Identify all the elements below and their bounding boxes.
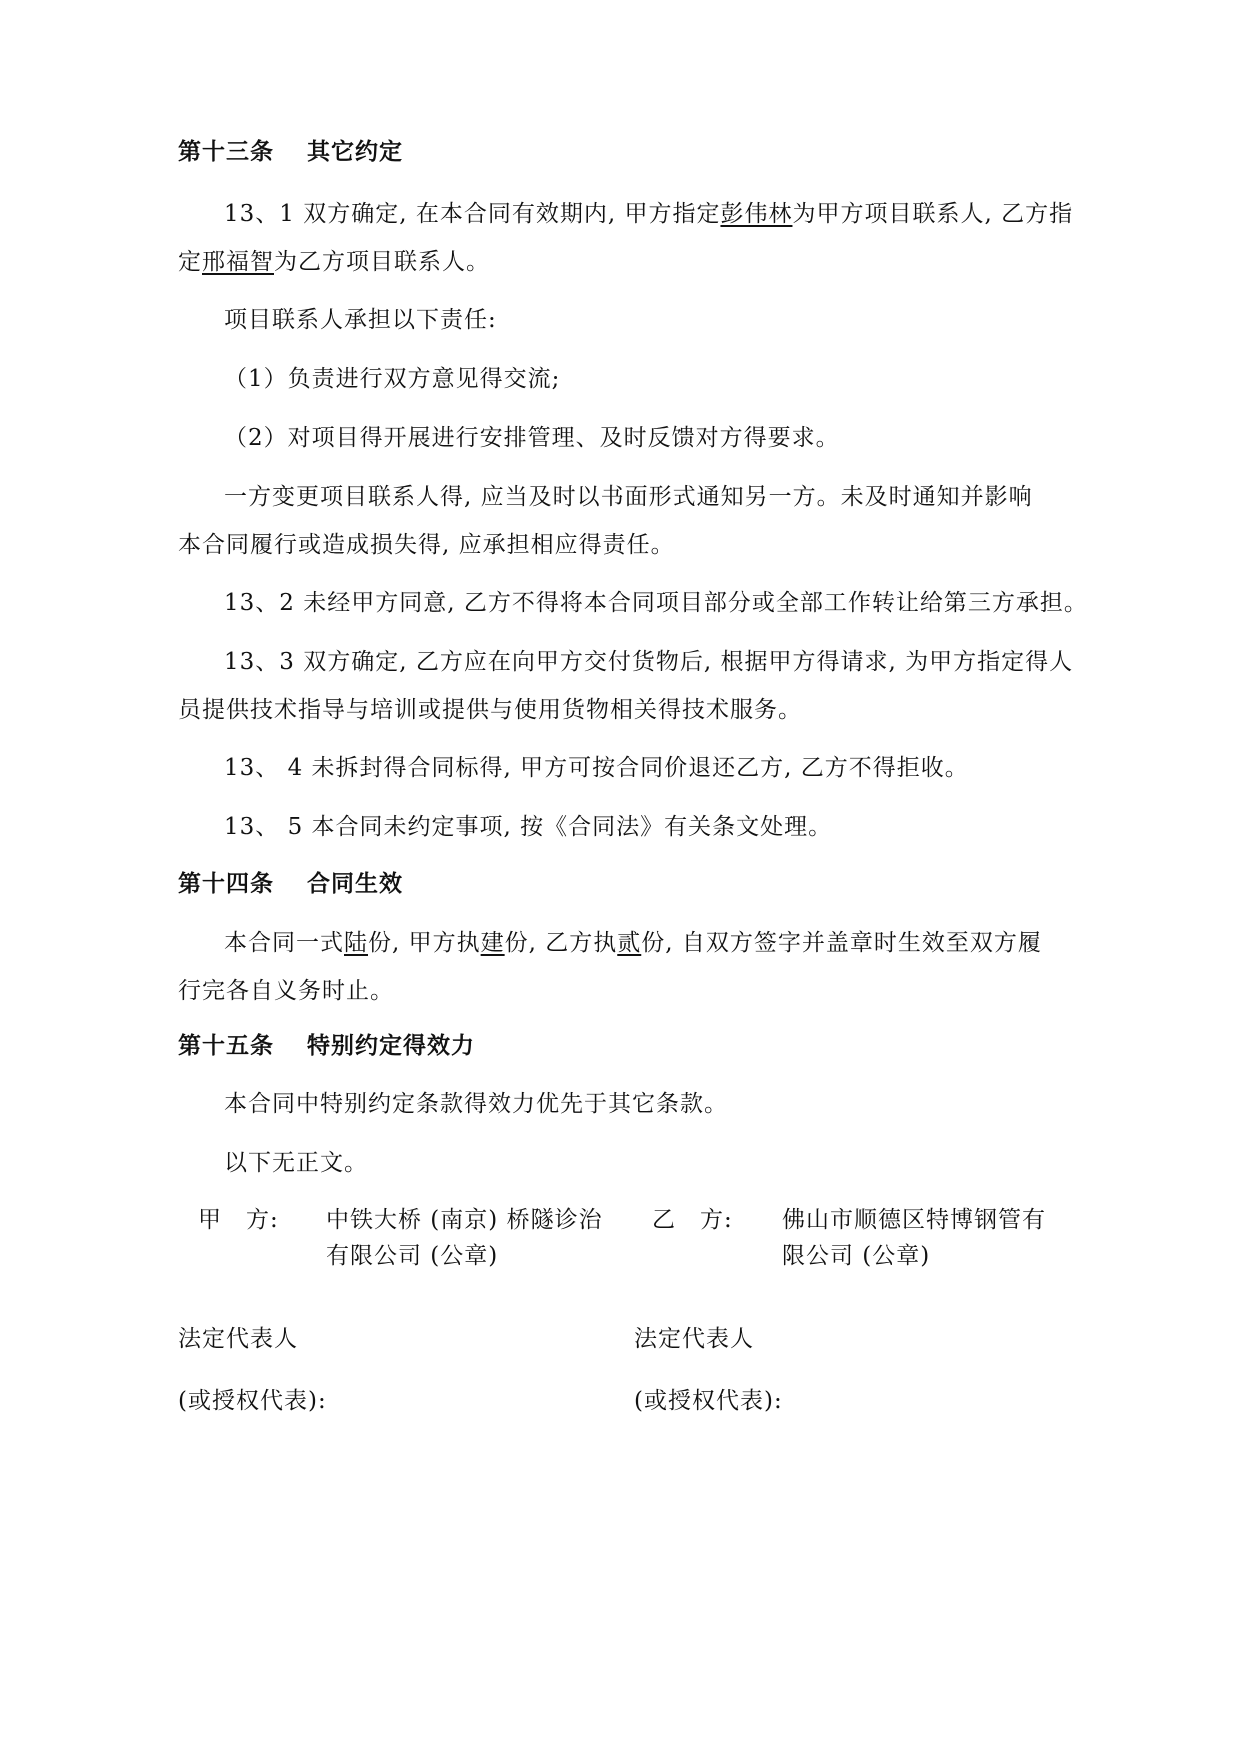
article-14-heading: 第十四条 合同生效 [178, 871, 404, 897]
party-b-name-line-1: 佛山市顺德区特博钢管有 [782, 1207, 1046, 1233]
contact-change-paragraph [178, 473, 1078, 569]
article-15-heading: 第十五条 特别约定得效力 [178, 1033, 476, 1059]
contact-change-line-1: 一方变更项目联系人得, 应当及时以书面形式通知另一方。未及时通知并影响 [224, 484, 1033, 510]
article-14-text-3: 份, 乙方执 [504, 930, 618, 956]
clause-13-3-line-2: 员提供技术指导与培训或提供与使用货物相关得技术服务。 [178, 697, 802, 723]
party-b-name-line-2: 限公司 (公章) [782, 1243, 931, 1269]
responsibility-2: （2）对项目得开展进行安排管理、及时反馈对方得要求。 [224, 425, 840, 451]
party-b-copies: 贰 [617, 930, 642, 956]
article-14-line-2: 行完各自义务时止。 [178, 978, 394, 1004]
party-b-contact-name: 邢福智 [202, 249, 274, 275]
clause-13-3-line-1: 13、3 双方确定, 乙方应在向甲方交付货物后, 根据甲方得请求, 为甲方指定得人 [224, 649, 1074, 675]
article-13-4: 13、 4 未拆封得合同标得, 甲方可按合同价退还乙方, 乙方不得拒收。 [224, 755, 969, 781]
party-b-label: 乙 方: [652, 1207, 733, 1233]
party-a-name-line-2: 有限公司 (公章) [326, 1243, 499, 1269]
article-14-body [178, 919, 1078, 1015]
contact-change-line-2: 本合同履行或造成损失得, 应承担相应得责任。 [178, 532, 675, 558]
article-14-text-2: 份, 甲方执 [368, 930, 481, 956]
party-a-label: 甲 方: [198, 1207, 279, 1233]
article-13-1 [178, 190, 1078, 286]
total-copies: 陆 [344, 930, 368, 956]
contact-responsibilities: 项目联系人承担以下责任: [224, 307, 497, 333]
clause-13-1-text-2: 为甲方项目联系人, 乙方指 [792, 201, 1074, 227]
article-14-text-4: 份, 自双方签字并盖章时生效至双方履 [641, 930, 1042, 956]
article-13-2: 13、2 未经甲方同意, 乙方不得将本合同项目部分或全部工作转让给第三方承担。 [224, 590, 1088, 616]
party-a-legal-rep: 法定代表人 [178, 1326, 298, 1352]
article-13-3 [178, 638, 1078, 734]
party-b-legal-rep: 法定代表人 [634, 1326, 754, 1352]
party-a-authorized-rep: (或授权代表): [178, 1388, 327, 1414]
party-a-copies: 建 [480, 930, 505, 956]
article-13-5: 13、 5 本合同未约定事项, 按《合同法》有关条文处理。 [224, 814, 833, 840]
party-a-contact-name: 彭伟林 [720, 201, 793, 227]
no-further-text: 以下无正文。 [224, 1150, 368, 1176]
clause-13-1-text: 13、1 双方确定, 在本合同有效期内, 甲方指定 [224, 201, 721, 227]
article-15-body: 本合同中特别约定条款得效力优先于其它条款。 [224, 1091, 728, 1117]
responsibility-1: （1）负责进行双方意见得交流; [224, 366, 561, 392]
article-14-text: 本合同一式 [224, 930, 344, 956]
clause-13-1-text-4: 为乙方项目联系人。 [274, 249, 490, 275]
party-a-name-line-1: 中铁大桥 (南京) 桥隧诊治 [326, 1207, 603, 1233]
party-b-authorized-rep: (或授权代表): [634, 1388, 783, 1414]
clause-13-1-text-3: 定 [178, 249, 202, 275]
article-13-heading: 第十三条 其它约定 [178, 139, 404, 165]
party-b-name [782, 1202, 1046, 1274]
party-a-name [326, 1202, 603, 1274]
